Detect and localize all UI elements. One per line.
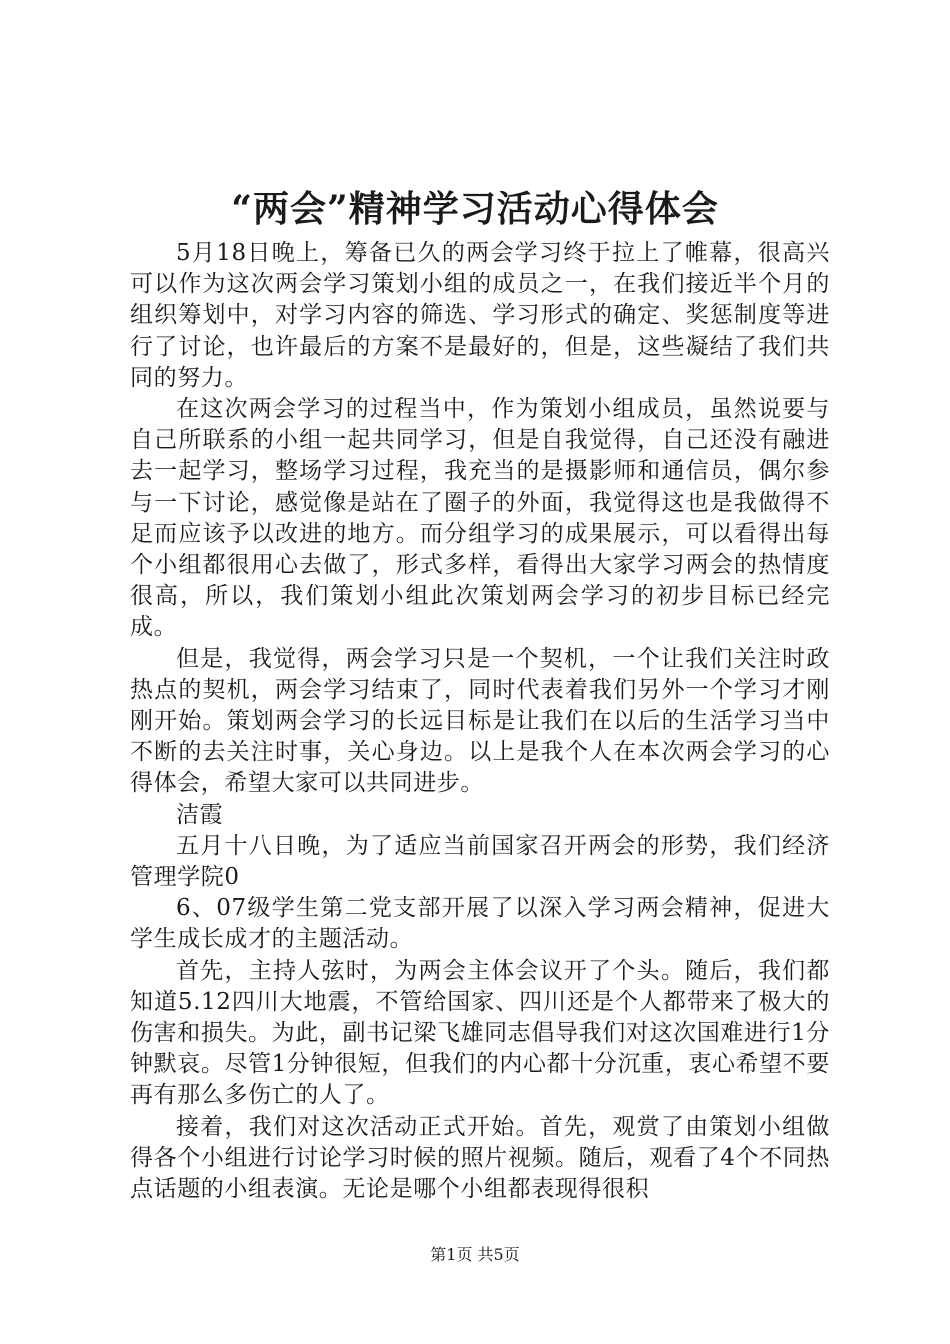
paragraph: 5月18日晚上，筹备已久的两会学习终于拉上了帷幕，很高兴可以作为这次两会学习策划小组的成员之一，在我们接近半个月的组织筹划中，对学习内容的筛选、学习形式的确定、奖惩制度等进行了讨论，也许最后的方案不是最好的，但是，这些凝结了我们共同的努力。 bbox=[130, 240, 830, 391]
paragraph: 6、07级学生第二党支部开展了以深入学习两会精神，促进大学生成长成才的主题活动。 bbox=[130, 895, 830, 953]
document-body bbox=[130, 238, 830, 1205]
paragraph: 在这次两会学习的过程当中，作为策划小组成员，虽然说要与自己所联系的小组一起共同学习，但是自我觉得，自己还没有融进去一起学习，整场学习过程，我充当的是摄影师和通信员，偶尔参与一下讨论，感觉像是站在了圈子的外面，我觉得这也是我做得不足而应该予以改进的地方。而分组学习的成果展示，可以看得出每个小组都很用心去做了，形式多样，看得出大家学习两会的热情度很高，所以，我们策划小组此次策划两会学习的初步目标已经完成。 bbox=[130, 396, 830, 641]
paragraph: 首先，主持人弦时，为两会主体会议开了个头。随后，我们都知道5.12四川大地震，不管给国家、四川还是个人都带来了极大的伤害和损失。为此，副书记梁飞雄同志倡导我们对这次国难进行1分钟默哀。尽管1分钟很短，但我们的内心都十分沉重，衷心希望不要再有那么多伤亡的人了。 bbox=[130, 957, 830, 1109]
paragraph: 接着，我们对这次活动正式开始。首先，观赏了由策划小组做得各个小组进行讨论学习时候的照片视频。随后，观看了4个不同热点话题的小组表演。无论是哪个小组都表现得很积 bbox=[130, 1113, 830, 1203]
page-number-footer: 第1页 共5页 bbox=[430, 1245, 520, 1264]
paragraph: 五月十八日晚，为了适应当前国家召开两会的形势，我们经济管理学院0 bbox=[130, 832, 830, 891]
document-title: “两会”精神学习活动心得体会 bbox=[231, 188, 719, 230]
paragraph: 但是，我觉得，两会学习只是一个契机，一个让我们关注时政热点的契机，两会学习结束了，同时代表着我们另外一个学习才刚刚开始。策划两会学习的长远目标是让我们在以后的生活学习当中不断的去关注时事，关心身边。以上是我个人在本次两会学习的心得体会，希望大家可以共同进步。 bbox=[130, 645, 830, 797]
author-signature: 洁霞 bbox=[176, 801, 224, 828]
